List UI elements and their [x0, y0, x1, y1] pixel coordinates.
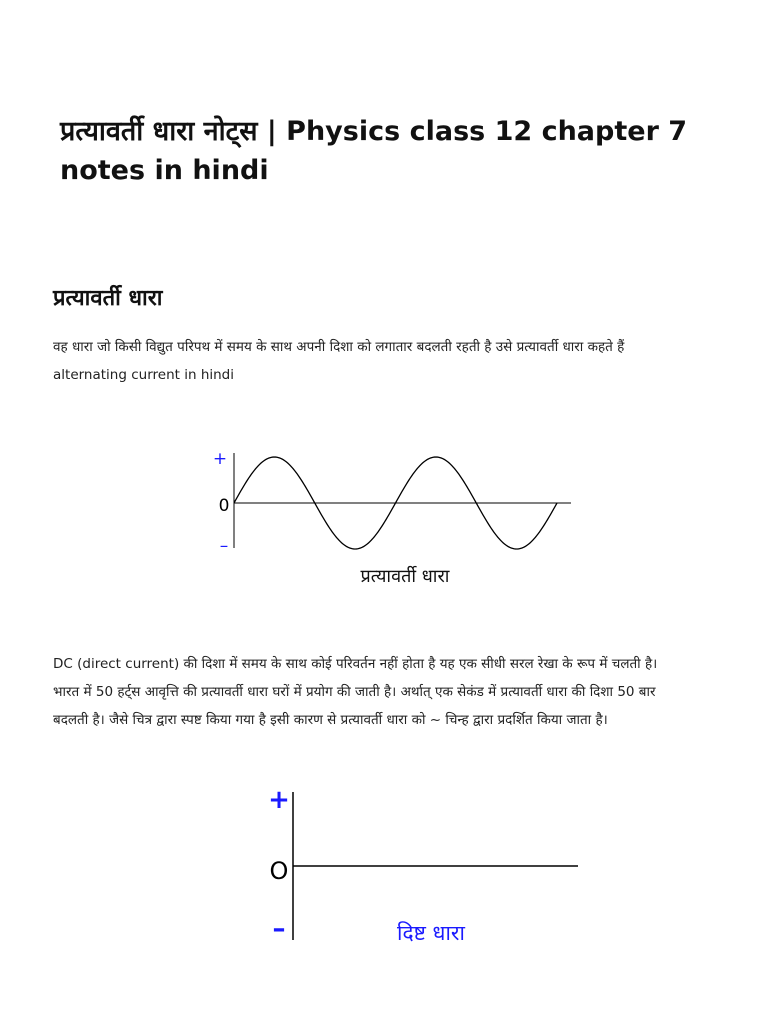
intro-line-1: वह धारा जो किसी विद्युत परिपथ में समय के साथ अपनी दिशा को लगातार बदलती रहती है उसे प्रत्यावर्ती धारा कहते हैं	[53, 339, 625, 355]
dc-paragraph	[53, 650, 713, 734]
ac-wave-diagram	[205, 445, 585, 595]
section-heading: प्रत्यावर्ती धारा	[53, 286, 163, 311]
intro-line-2: alternating current in hindi	[53, 367, 234, 383]
dc-plus-label: +	[268, 785, 290, 815]
ac-caption: प्रत्यावर्ती धारा	[360, 566, 450, 587]
dc-figure	[255, 780, 595, 955]
dc-line-1: DC (direct current) की दिशा में समय के साथ कोई परिवर्तन नहीं होता है यह एक सीधी सरल रेखा के रूप में चलती है।	[53, 656, 658, 672]
dc-zero-label: O	[269, 857, 289, 885]
intro-paragraph	[53, 333, 713, 389]
dc-line-2: भारत में 50 हर्ट्स आवृत्ति की प्रत्यावर्ती धारा घरों में प्रयोग की जाती है। अर्थात् एक सेकंड में प्रत्यावर्ती धारा की दिशा 50 बार	[53, 684, 656, 700]
dc-caption: दिष्ट धारा	[397, 921, 465, 945]
dc-line-3: बदलती है। जैसे चित्र द्वारा स्पष्ट किया गया है इसी कारण से प्रत्यावर्ती धारा को ~ चिन्ह द्वारा प्रदर्शित किया जाता है।	[53, 712, 608, 728]
ac-minus-label: –	[219, 536, 229, 556]
dc-diagram	[255, 780, 595, 955]
dc-minus-label: –	[272, 914, 286, 944]
ac-plus-label: +	[212, 449, 228, 469]
ac-zero-label: 0	[218, 496, 230, 516]
ac-wave-figure	[205, 445, 585, 595]
article-title: प्रत्यावर्ती धारा नोट्स | Physics class 12 chapter 7 notes in hindi	[60, 116, 688, 186]
